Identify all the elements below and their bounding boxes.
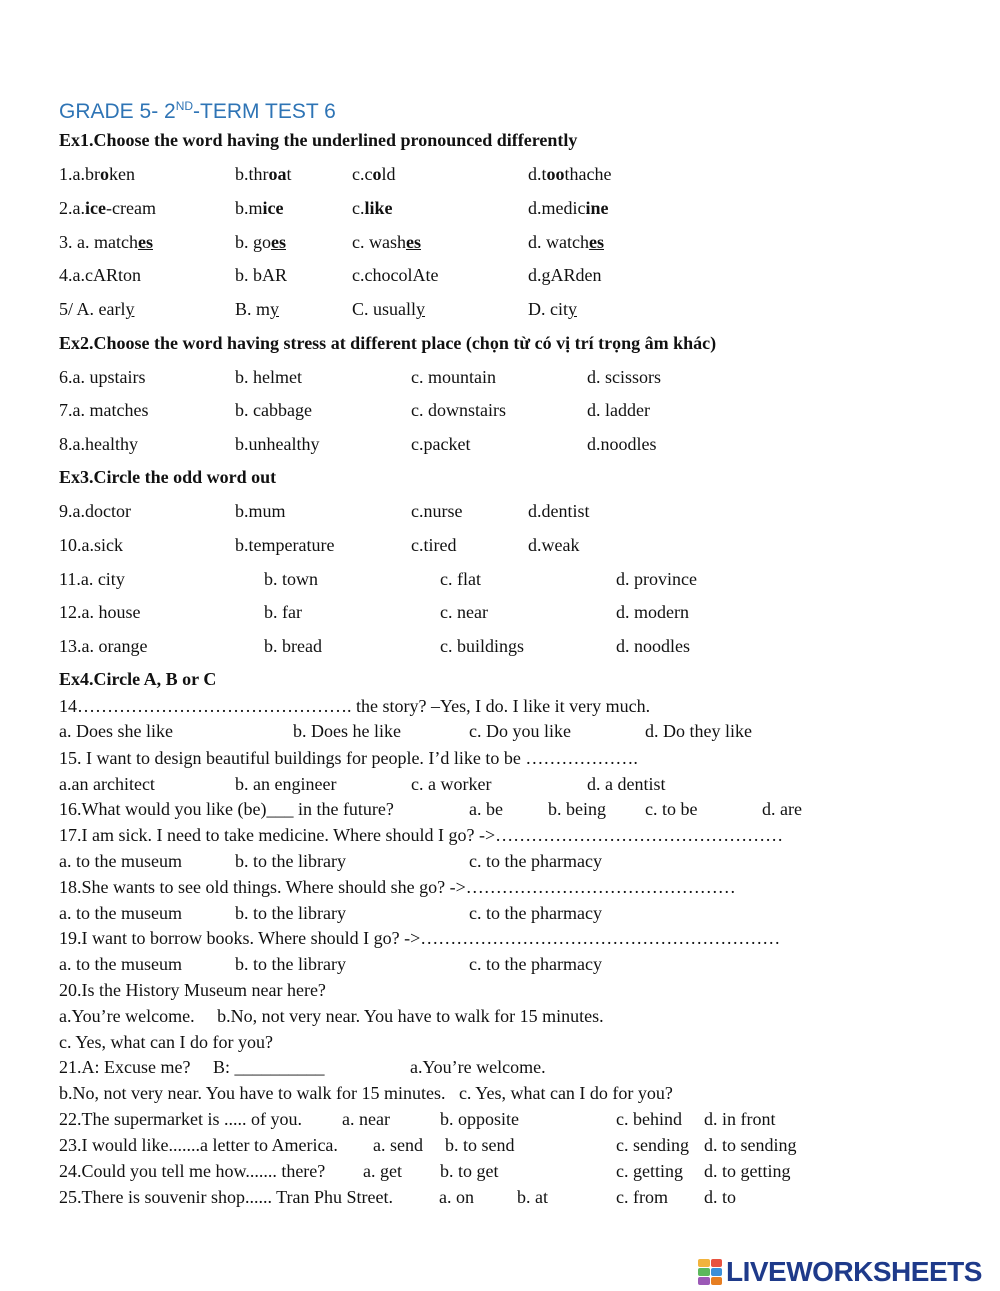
option-d[interactable]: d. scissors [587, 367, 662, 387]
option-b[interactable]: b.temperature [235, 535, 335, 555]
question-23 [59, 1134, 989, 1156]
question-row-13 [59, 635, 989, 657]
question-16-text: 16.What would you like (be)___ in the future? [59, 799, 394, 819]
option-a[interactable]: 6.a. upstairs [59, 367, 146, 387]
question-22 [59, 1108, 989, 1130]
question-17: 17.I am sick. I need to take medicine. Where should I go? ->………………………………………… [59, 825, 784, 845]
question-21-options-bc[interactable]: b.No, not very near. You have to walk for 15 minutes. c. Yes, what can I do for you? [59, 1083, 673, 1103]
question-15: 15. I want to design beautiful buildings for people. I’d like to be ………………. [59, 748, 638, 768]
option-b[interactable]: b. goes [235, 232, 286, 252]
question-24-text: 24.Could you tell me how....... there? [59, 1161, 326, 1181]
option-d[interactable]: d.gARden [528, 265, 602, 285]
option-b[interactable]: b.mice [235, 198, 284, 218]
option-c[interactable]: c. to be [645, 799, 698, 819]
question-row-7 [59, 399, 989, 421]
option-a[interactable]: a. be [469, 799, 503, 819]
option-a[interactable]: 8.a.healthy [59, 434, 138, 454]
option-c[interactable]: c.like [352, 198, 393, 218]
option-c[interactable]: c. from [616, 1187, 668, 1207]
option-d[interactable]: d. to getting [704, 1161, 791, 1181]
option-c[interactable]: c.cold [352, 164, 396, 184]
option-b[interactable]: b. to send [445, 1135, 515, 1155]
ex2-heading: Ex2.Choose the word having stress at different place (chọn từ có vị trí trọng âm khác) [59, 333, 717, 353]
option-d[interactable]: d.toothache [528, 164, 612, 184]
question-row-5 [59, 298, 989, 320]
option-c[interactable]: c. downstairs [411, 400, 506, 420]
option-c[interactable]: c. washes [352, 232, 421, 252]
option-d[interactable]: d. watches [528, 232, 604, 252]
option-b[interactable]: b. to the library [235, 851, 346, 871]
option-a[interactable]: 9.a.doctor [59, 501, 131, 521]
option-b[interactable]: b.unhealthy [235, 434, 320, 454]
option-c[interactable]: c. sending [616, 1135, 689, 1155]
option-b[interactable]: b. cabbage [235, 400, 312, 420]
question-row-2 [59, 197, 989, 219]
option-b[interactable]: b.throat [235, 164, 292, 184]
question-20-option-c[interactable]: c. Yes, what can I do for you? [59, 1032, 273, 1052]
question-20: 20.Is the History Museum near here? [59, 980, 326, 1000]
question-22-text: 22.The supermarket is ..... of you. [59, 1109, 302, 1129]
option-c[interactable]: C. usually [352, 299, 426, 319]
liveworksheets-logo-icon [698, 1259, 722, 1285]
question-25-text: 25.There is souvenir shop...... Tran Phu Street. [59, 1187, 393, 1207]
option-c[interactable]: c. buildings [440, 636, 524, 656]
option-b[interactable]: b. being [548, 799, 606, 819]
option-c[interactable]: c.packet [411, 434, 471, 454]
option-d[interactable]: d. ladder [587, 400, 650, 420]
option-c[interactable]: c. a worker [411, 774, 492, 794]
ex4-heading: Ex4.Circle A, B or C [59, 669, 217, 689]
question-row-12 [59, 601, 989, 623]
option-d[interactable]: d. to [704, 1187, 737, 1207]
option-d[interactable]: d. Do they like [645, 721, 752, 741]
option-b[interactable]: b. opposite [440, 1109, 519, 1129]
option-a[interactable]: a. send [373, 1135, 423, 1155]
option-a[interactable]: a. to the museum [59, 954, 182, 974]
option-c[interactable]: c. mountain [411, 367, 496, 387]
option-b[interactable]: b. far [264, 602, 302, 622]
liveworksheets-logo-text: LIVEWORKSHEETS [726, 1256, 982, 1287]
option-a[interactable]: 1.a.broken [59, 164, 135, 184]
question-row-9 [59, 500, 989, 522]
option-c[interactable]: c.chocolAte [352, 265, 439, 285]
option-c[interactable]: c. behind [616, 1109, 682, 1129]
question-21-text: 21.A: Excuse me? B: __________ [59, 1057, 325, 1077]
ex1-heading: Ex1.Choose the word having the underlined pronounced differently [59, 130, 578, 150]
option-a[interactable]: a. get [363, 1161, 402, 1181]
option-d[interactable]: d. a dentist [587, 774, 666, 794]
option-a[interactable]: 5/ A. early [59, 299, 135, 319]
option-d[interactable]: d. to sending [704, 1135, 797, 1155]
option-a[interactable]: 12.a. house [59, 602, 141, 622]
option-d[interactable]: d. are [762, 799, 802, 819]
option-d[interactable]: d. modern [616, 602, 689, 622]
question-21 [59, 1056, 989, 1078]
option-b[interactable]: b. town [264, 569, 318, 589]
question-24 [59, 1160, 989, 1182]
option-c[interactable]: c. near [440, 602, 488, 622]
question-14-options [59, 720, 989, 742]
question-16 [59, 798, 989, 820]
question-15-options [59, 773, 989, 795]
option-b[interactable]: b. at [517, 1187, 548, 1207]
option-b[interactable]: b. to get [440, 1161, 499, 1181]
option-d[interactable]: d.medicine [528, 198, 609, 218]
question-row-8 [59, 433, 989, 455]
question-17-options [59, 850, 989, 872]
option-d[interactable]: D. city [528, 299, 577, 319]
option-d[interactable]: d. province [616, 569, 697, 589]
option-c[interactable]: c. to the pharmacy [469, 851, 602, 871]
option-a[interactable]: a.You’re welcome. [410, 1057, 546, 1077]
question-row-1 [59, 163, 989, 185]
option-d[interactable]: d. in front [704, 1109, 776, 1129]
question-row-6 [59, 366, 989, 388]
option-d[interactable]: d.noodles [587, 434, 657, 454]
question-19-options [59, 953, 989, 975]
option-b[interactable]: b. bread [264, 636, 322, 656]
question-row-3 [59, 231, 989, 253]
option-a[interactable]: a. near [342, 1109, 390, 1129]
option-a[interactable]: 11.a. city [59, 569, 125, 589]
option-b[interactable]: b. to the library [235, 903, 346, 923]
option-a[interactable]: 4.a.cARton [59, 265, 141, 285]
liveworksheets-logo [698, 1255, 982, 1289]
question-row-10 [59, 534, 989, 556]
option-a[interactable]: 3. a. matches [59, 232, 153, 252]
option-c[interactable]: c.nurse [411, 501, 463, 521]
option-c[interactable]: c. flat [440, 569, 481, 589]
option-b[interactable]: B. my [235, 299, 280, 319]
option-b[interactable]: b. Does he like [293, 721, 401, 741]
option-c[interactable]: c. Do you like [469, 721, 571, 741]
option-a[interactable]: a. Does she like [59, 721, 173, 741]
option-b[interactable]: b. bAR [235, 265, 288, 285]
option-d[interactable]: d.dentist [528, 501, 590, 521]
option-b[interactable]: b. an engineer [235, 774, 337, 794]
option-c[interactable]: c. to the pharmacy [469, 903, 602, 923]
option-a[interactable]: a. to the museum [59, 903, 182, 923]
option-b[interactable]: b. helmet [235, 367, 302, 387]
option-a[interactable]: 10.a.sick [59, 535, 123, 555]
option-d[interactable]: d. noodles [616, 636, 690, 656]
option-b[interactable]: b.mum [235, 501, 286, 521]
question-25 [59, 1186, 989, 1208]
option-a[interactable]: a. to the museum [59, 851, 182, 871]
option-a[interactable]: 13.a. orange [59, 636, 148, 656]
option-a[interactable]: a.an architect [59, 774, 155, 794]
option-c[interactable]: c.tired [411, 535, 457, 555]
option-a[interactable]: a. on [439, 1187, 474, 1207]
ex3-heading: Ex3.Circle the odd word out [59, 467, 277, 487]
page-title: GRADE 5- 2ND-TERM TEST 6 [59, 99, 336, 123]
question-row-4 [59, 264, 989, 286]
question-14: 14………………………………………. the story? –Yes, I do. I like it very much. [59, 696, 651, 716]
question-18-options [59, 902, 989, 924]
question-row-11 [59, 568, 989, 590]
option-d[interactable]: d.weak [528, 535, 580, 555]
option-a[interactable]: 7.a. matches [59, 400, 149, 420]
question-19: 19.I want to borrow books. Where should I go? ->…………………………………………………… [59, 928, 781, 948]
question-18: 18.She wants to see old things. Where should she go? ->……………………………………… [59, 877, 736, 897]
option-c[interactable]: c. getting [616, 1161, 683, 1181]
question-20-options-ab[interactable]: a.You’re welcome. b.No, not very near. You have to walk for 15 minutes. [59, 1006, 604, 1026]
option-c[interactable]: c. to the pharmacy [469, 954, 602, 974]
option-a[interactable]: 2.a.ice-cream [59, 198, 156, 218]
option-b[interactable]: b. to the library [235, 954, 346, 974]
question-23-text: 23.I would like.......a letter to America. [59, 1135, 338, 1155]
